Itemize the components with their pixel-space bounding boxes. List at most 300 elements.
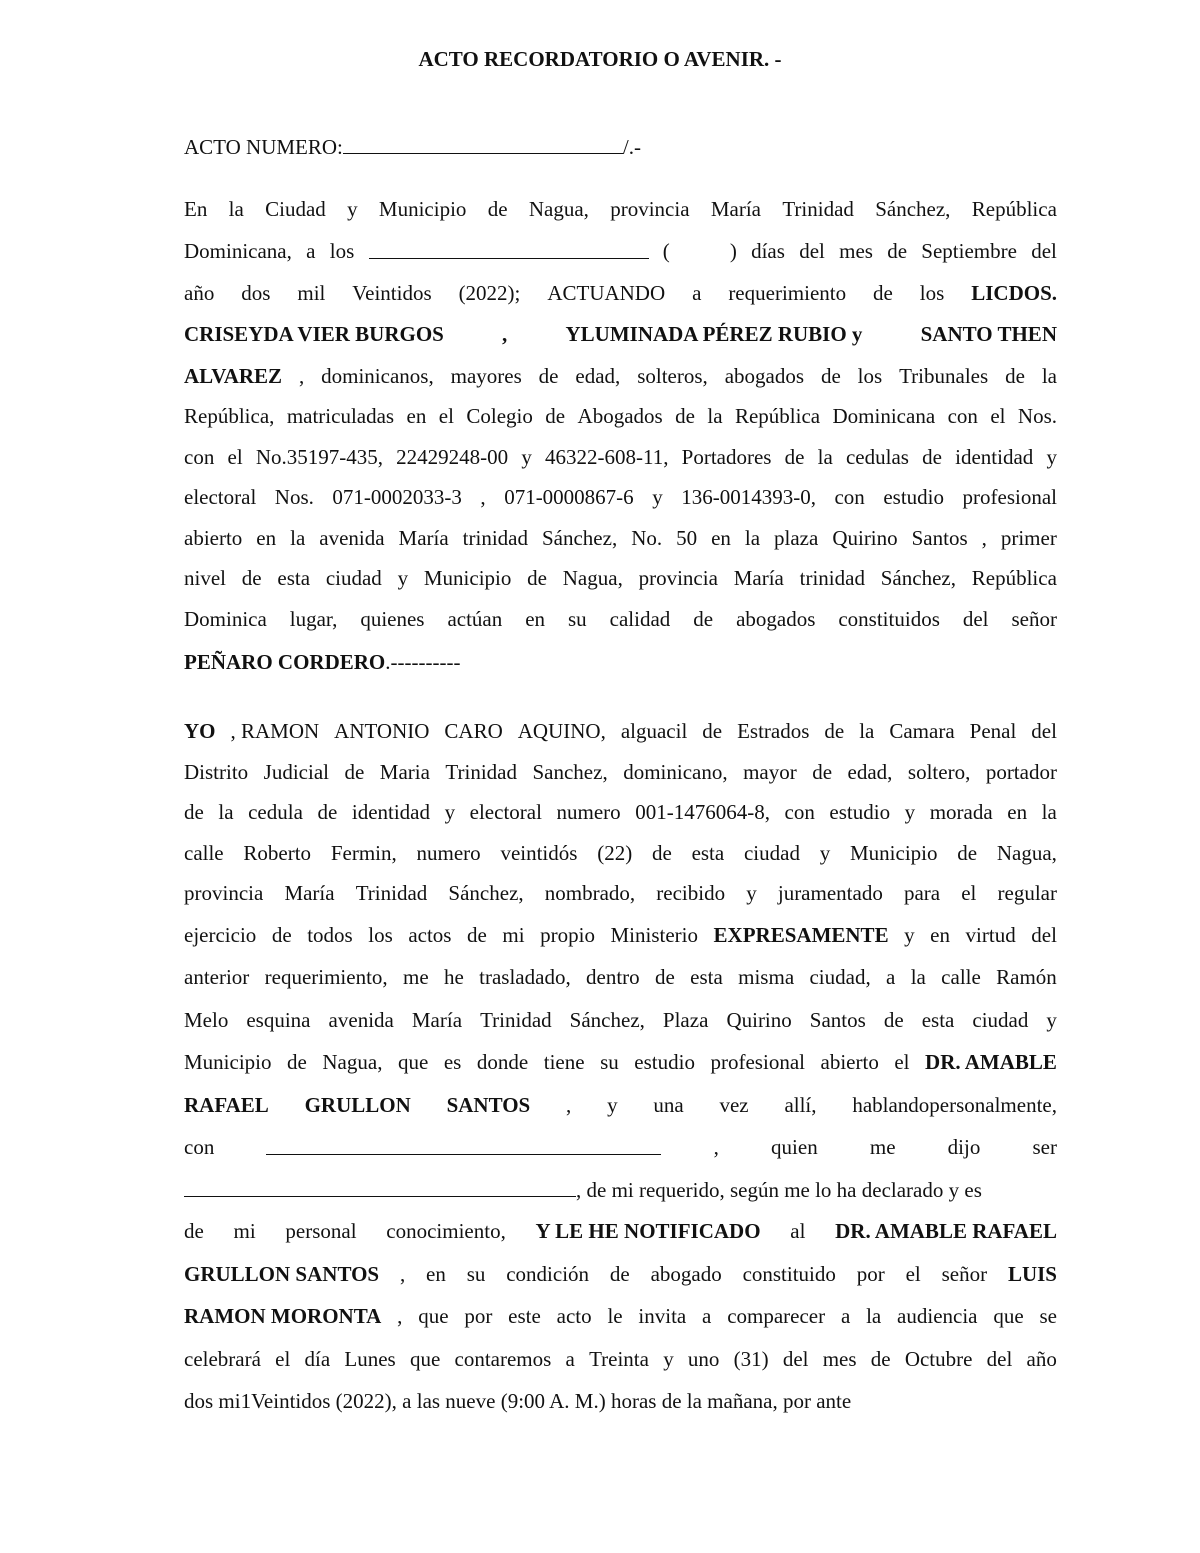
text-segment: contaremos <box>454 1347 552 1371</box>
text-segment: del <box>962 607 989 631</box>
text-segment: al <box>790 1219 806 1243</box>
text-segment: plaza <box>774 526 819 550</box>
text-segment: juramentado <box>777 881 883 905</box>
text-segment: Quirino <box>832 526 898 550</box>
text-segment: cedulas <box>845 445 909 469</box>
text-line <box>184 1132 1057 1162</box>
text-segment: el <box>961 881 977 905</box>
text-segment: Tribunales <box>899 364 989 388</box>
text-segment: que <box>993 1304 1024 1328</box>
text-line <box>184 1386 1057 1416</box>
text-segment: es <box>443 1050 462 1074</box>
text-segment: su <box>466 1262 486 1286</box>
text-segment: y <box>904 800 916 824</box>
text-segment: , <box>981 526 987 550</box>
text-segment: trinidad <box>462 526 528 550</box>
text-segment: solteros, <box>637 364 708 388</box>
text-segment: Quirino <box>726 1008 792 1032</box>
text-segment: Nagua, <box>528 197 589 221</box>
text-segment: de <box>538 364 559 388</box>
text-segment: la <box>910 965 926 989</box>
text-segment: portador <box>985 760 1057 784</box>
text-segment: trasladado, <box>479 965 571 989</box>
text-line <box>184 563 1057 593</box>
text-segment: Dominica <box>184 607 267 631</box>
text-segment: por <box>856 1262 885 1286</box>
text-segment: calidad <box>609 607 671 631</box>
text-segment: ( <box>662 239 670 263</box>
text-segment: estudio <box>883 485 944 509</box>
text-segment: 001-1476064-8, <box>635 800 770 824</box>
text-segment: mes <box>839 239 873 263</box>
text-segment: provincia <box>184 881 264 905</box>
text-segment: ACTO NUMERO: <box>184 135 343 159</box>
text-segment: /.- <box>622 135 641 159</box>
text-line <box>184 361 1057 391</box>
text-segment: de <box>887 239 908 263</box>
text-segment <box>184 1090 269 1120</box>
text-segment: Colegio <box>466 404 533 428</box>
text-segment: electoral <box>469 800 542 824</box>
text-segment: estudio <box>829 800 891 824</box>
text-segment: los <box>919 281 945 305</box>
fill-in-blank <box>343 131 623 154</box>
bold-text: PEÑARO CORDERO <box>184 650 386 674</box>
text-segment: No.35197-435, <box>255 445 383 469</box>
text-segment: de <box>1005 364 1025 388</box>
text-segment: actúan <box>447 607 503 631</box>
text-segment: en <box>711 526 731 550</box>
text-segment: personal <box>285 1219 357 1243</box>
text-line <box>184 716 1057 746</box>
text-segment: la <box>866 1304 882 1328</box>
text-segment: , de mi requerido, según me lo ha declarado y es <box>576 1178 982 1202</box>
text-segment: Melo <box>184 1008 229 1032</box>
text-segment: Nos. <box>1017 404 1057 428</box>
text-segment: y <box>347 197 358 221</box>
text-segment: No. <box>631 526 663 550</box>
text-segment: y <box>521 445 532 469</box>
text-segment <box>1008 1259 1057 1289</box>
text-segment: de <box>702 719 723 743</box>
text-segment: hablandopersonalmente, <box>852 1093 1057 1117</box>
text-segment: allí, <box>784 1093 817 1117</box>
text-segment: de <box>693 607 714 631</box>
text-segment: su <box>568 607 587 631</box>
text-segment: mes <box>822 1347 857 1371</box>
text-segment: requerimiento <box>728 281 847 305</box>
text-segment: edad, <box>575 364 621 388</box>
text-segment: quienes <box>360 607 425 631</box>
text-segment: dijo <box>947 1135 981 1159</box>
text-segment: con <box>184 1135 215 1159</box>
text-segment: República <box>971 197 1057 221</box>
text-segment: los <box>857 364 883 388</box>
text-segment: se <box>1039 1304 1057 1328</box>
text-segment: María <box>710 197 762 221</box>
text-segment: María <box>284 881 335 905</box>
text-line <box>184 319 1057 349</box>
text-line <box>184 757 1057 787</box>
text-segment: ciudad <box>325 566 382 590</box>
text-segment: de <box>651 841 672 865</box>
text-segment: abierto <box>184 526 243 550</box>
text-segment: mayor <box>743 760 797 784</box>
bold-text: YO <box>184 719 216 743</box>
text-segment: acto <box>556 1304 592 1328</box>
text-segment: de <box>784 445 805 469</box>
text-segment: y <box>663 1347 674 1371</box>
text-segment: de <box>873 281 893 305</box>
text-segment: Veintidos <box>352 281 432 305</box>
text-segment: María <box>411 1008 463 1032</box>
text-segment: Santos <box>809 1008 866 1032</box>
text-segment: el <box>227 445 243 469</box>
text-segment: abogados <box>724 364 805 388</box>
bold-text: YLUMINADA PÉREZ RUBIO y <box>565 322 863 346</box>
text-segment: señor <box>1011 607 1057 631</box>
bold-text: GRULLON SANTOS <box>184 1262 380 1286</box>
text-line <box>184 131 1057 161</box>
text-segment: la <box>1041 800 1057 824</box>
text-line <box>184 1174 1057 1204</box>
text-segment: señor <box>941 1262 988 1286</box>
text-line <box>184 797 1057 827</box>
text-segment: dos mi1Veintidos (2022), a las nueve (9:00 A. M.) horas de la mañana, por ante <box>184 1389 852 1413</box>
text-segment: actos <box>408 923 452 947</box>
text-segment <box>184 1259 379 1289</box>
text-segment: de <box>487 197 508 221</box>
text-segment: que <box>409 1347 441 1371</box>
text-segment: de <box>344 760 365 784</box>
text-segment: esquina <box>246 1008 311 1032</box>
text-segment: y <box>444 800 456 824</box>
bold-text: DR. AMABLE RAFAEL <box>835 1219 1057 1243</box>
text-segment: ser <box>1032 1135 1057 1159</box>
text-segment <box>184 1301 381 1331</box>
text-segment: de <box>287 1050 307 1074</box>
text-segment: Ramón <box>996 965 1057 989</box>
text-segment: numero <box>416 841 481 865</box>
text-segment <box>305 1090 411 1120</box>
text-segment: con <box>784 800 815 824</box>
text-segment: de <box>883 1008 904 1032</box>
text-segment: del <box>1031 923 1057 947</box>
text-segment: mayores <box>450 364 522 388</box>
text-segment: Fermin, <box>330 841 397 865</box>
text-segment: constituido <box>742 1262 836 1286</box>
text-segment: 50 <box>676 526 698 550</box>
text-segment: quien <box>771 1135 818 1159</box>
text-segment: Santos <box>911 526 968 550</box>
text-segment: de <box>545 404 566 428</box>
text-segment: regular <box>997 881 1057 905</box>
text-segment: República <box>971 566 1057 590</box>
text-segment: de <box>957 841 978 865</box>
text-segment: la <box>817 445 833 469</box>
text-segment: mi <box>502 923 525 947</box>
text-segment: de <box>271 923 292 947</box>
text-line <box>184 838 1057 868</box>
text-segment: he <box>443 965 464 989</box>
text-line <box>184 278 1057 308</box>
text-segment: conocimiento, <box>386 1219 506 1243</box>
text-segment: estudio <box>634 1050 695 1074</box>
text-segment: República, <box>184 404 275 428</box>
text-segment: a <box>886 965 896 989</box>
text-segment: los <box>329 239 355 263</box>
text-segment: Sánchez, <box>875 197 951 221</box>
text-segment: anterior <box>184 965 250 989</box>
text-segment: del <box>799 239 825 263</box>
text-segment: Camara <box>889 719 955 743</box>
text-segment: virtud <box>965 923 1016 947</box>
text-segment: le <box>607 1304 623 1328</box>
text-segment: Municipio <box>184 1050 272 1074</box>
text-segment: su <box>600 1050 619 1074</box>
text-segment: CARO <box>444 719 503 743</box>
bold-text: EXPRESAMENTE <box>713 923 889 947</box>
text-segment: 22429248-00 <box>396 445 509 469</box>
text-segment: matriculadas <box>286 404 395 428</box>
text-line <box>184 1344 1057 1374</box>
text-segment: 136-0014393-0, <box>681 485 816 509</box>
text-segment: en <box>930 923 950 947</box>
text-segment: Octubre <box>904 1347 973 1371</box>
text-segment: , RAMON <box>230 719 320 743</box>
text-segment: María <box>733 566 784 590</box>
text-segment: de <box>870 1347 891 1371</box>
text-segment: y <box>397 566 409 590</box>
text-segment: abierto <box>820 1050 879 1074</box>
text-segment: me <box>403 965 429 989</box>
text-segment: identidad <box>955 445 1034 469</box>
fill-in-blank <box>369 236 649 259</box>
text-segment <box>184 716 216 746</box>
text-segment: 46322-608-11, <box>545 445 669 469</box>
text-segment: de <box>922 445 942 469</box>
text-segment <box>447 1090 531 1120</box>
text-segment: Trinidad <box>480 1008 552 1032</box>
text-segment: 071-0002033-3 <box>332 485 462 509</box>
text-segment: Estrados <box>737 719 810 743</box>
text-segment: y <box>746 881 757 905</box>
text-segment: de <box>241 566 262 590</box>
text-segment: condición <box>506 1262 590 1286</box>
text-segment: año <box>1026 1347 1057 1371</box>
text-segment: Trinidad <box>445 760 517 784</box>
bold-text: Y LE HE NOTIFICADO <box>535 1219 761 1243</box>
text-segment: lugar, <box>289 607 338 631</box>
text-segment: Nos. <box>274 485 314 509</box>
text-segment: Plaza <box>662 1008 709 1032</box>
text-segment: Trinidad <box>355 881 428 905</box>
bold-text: SANTOS <box>446 1093 531 1117</box>
text-segment: por <box>464 1304 493 1328</box>
text-segment: , <box>566 1093 572 1117</box>
text-segment: Treinta <box>589 1347 649 1371</box>
text-line <box>184 1090 1057 1120</box>
text-segment: misma <box>738 965 795 989</box>
document-title: ACTO RECORDATORIO O AVENIR. - <box>418 47 782 71</box>
bold-text: LICDOS. <box>971 281 1057 305</box>
text-segment: identidad <box>351 800 431 824</box>
text-segment <box>184 650 385 674</box>
text-segment: con <box>947 404 978 428</box>
text-segment: invita <box>638 1304 687 1328</box>
text-segment: dos <box>241 281 271 305</box>
text-segment: el <box>905 1262 921 1286</box>
text-segment: comparecer <box>727 1304 826 1328</box>
text-segment: dominicanos, <box>321 364 434 388</box>
text-segment: el <box>990 404 1006 428</box>
text-segment: en <box>1007 800 1028 824</box>
text-segment: requerimiento, <box>264 965 388 989</box>
text-segment: calle <box>184 841 224 865</box>
text-segment: en <box>256 526 277 550</box>
text-segment: AQUINO, <box>517 719 606 743</box>
text-line <box>184 236 1057 266</box>
text-segment: Roberto <box>243 841 312 865</box>
text-segment: con <box>834 485 865 509</box>
text-segment: ciudad <box>972 1008 1029 1032</box>
bold-text: SANTO THEN <box>920 322 1057 346</box>
text-segment: la <box>218 800 234 824</box>
text-segment: la <box>228 197 244 221</box>
text-segment: Sánchez, <box>880 566 956 590</box>
text-segment: la <box>1041 364 1057 388</box>
text-segment: esta <box>921 1008 955 1032</box>
text-segment: Nagua, <box>322 1050 383 1074</box>
text-segment: 071-0000867-6 <box>504 485 634 509</box>
text-segment: de <box>675 404 695 428</box>
text-segment: constituidos <box>838 607 940 631</box>
text-segment: día <box>304 1347 331 1371</box>
text-segment: profesional <box>962 485 1057 509</box>
text-segment: nivel <box>184 566 226 590</box>
text-segment: de <box>184 800 204 824</box>
text-segment: Judicial <box>263 760 329 784</box>
text-segment: ciudad <box>743 841 800 865</box>
text-segment: Dominicana, <box>184 239 292 263</box>
text-segment: morada <box>929 800 993 824</box>
text-segment: Trinidad <box>782 197 854 221</box>
text-line <box>184 401 1057 431</box>
text-segment <box>925 1047 1057 1077</box>
text-segment: celebrará <box>184 1347 261 1371</box>
text-line <box>184 194 1057 224</box>
text-line <box>184 1301 1057 1331</box>
text-segment: la <box>859 719 875 743</box>
text-segment: (31) <box>733 1347 769 1371</box>
text-segment: una <box>653 1093 684 1117</box>
text-segment: la <box>290 526 306 550</box>
text-segment: ejercicio <box>184 923 257 947</box>
text-segment: del <box>1031 719 1057 743</box>
text-segment: María <box>398 526 449 550</box>
text-line <box>184 482 1057 512</box>
text-segment: y <box>1046 1008 1057 1032</box>
text-segment: vez <box>719 1093 749 1117</box>
text-segment <box>971 278 1057 308</box>
text-segment: la <box>744 526 761 550</box>
text-segment: Ciudad <box>265 197 326 221</box>
bold-text: RAFAEL <box>184 1093 269 1117</box>
text-segment: todos <box>307 923 353 947</box>
text-segment: Lunes <box>344 1347 396 1371</box>
text-segment: Municipio <box>850 841 938 865</box>
text-segment: en <box>406 404 427 428</box>
text-segment: Municipio <box>423 566 512 590</box>
text-segment <box>502 319 507 349</box>
text-line <box>184 1005 1057 1035</box>
text-segment <box>684 236 716 266</box>
text-segment: a <box>692 281 702 305</box>
text-segment: , <box>480 485 486 509</box>
text-segment: Nagua, <box>996 841 1057 865</box>
text-segment: uno <box>687 1347 720 1371</box>
text-segment: esta <box>690 965 723 989</box>
text-segment: , <box>399 1262 406 1286</box>
text-segment: ACTUANDO <box>547 281 666 305</box>
text-line <box>184 920 1057 950</box>
text-segment: .---------- <box>385 650 461 674</box>
text-segment: de <box>655 965 675 989</box>
text-segment <box>536 1216 761 1246</box>
text-segment: propio <box>540 923 595 947</box>
text-segment <box>184 319 444 349</box>
text-segment: avenida <box>319 526 385 550</box>
text-segment: a <box>565 1347 575 1371</box>
bold-text: LUIS <box>1007 1262 1057 1286</box>
text-segment: trinidad <box>799 566 865 590</box>
text-segment <box>835 1216 1057 1246</box>
text-segment: de <box>609 1262 630 1286</box>
text-segment: y <box>607 1093 618 1117</box>
bold-text: , <box>502 322 508 346</box>
text-segment: Sánchez, <box>541 526 618 550</box>
text-segment: para <box>903 881 941 905</box>
text-segment: año <box>184 281 215 305</box>
text-segment: días <box>751 239 785 263</box>
text-segment: numero <box>556 800 621 824</box>
text-segment: calle <box>941 965 981 989</box>
text-segment: cedula <box>248 800 303 824</box>
text-line <box>184 1259 1057 1289</box>
text-segment: la <box>707 404 723 428</box>
text-line <box>184 1047 1057 1077</box>
text-line <box>184 1216 1057 1246</box>
text-segment: ANTONIO <box>334 719 430 743</box>
text-segment: y <box>1046 445 1057 469</box>
text-segment: Ministerio <box>610 923 698 947</box>
text-segment: Portadores <box>681 445 772 469</box>
text-segment: avenida <box>328 1008 394 1032</box>
text-segment: el <box>438 404 454 428</box>
text-segment <box>565 319 862 349</box>
text-segment: (22) <box>597 841 633 865</box>
bold-text: ALVAREZ <box>184 364 283 388</box>
text-segment: profesional <box>710 1050 805 1074</box>
text-segment: que <box>418 1304 449 1328</box>
text-segment: provincia <box>610 197 690 221</box>
text-line <box>184 647 1057 677</box>
text-segment: , <box>713 1135 719 1159</box>
text-segment <box>184 361 282 391</box>
text-segment: República <box>734 404 821 428</box>
text-segment: del <box>986 1347 1013 1371</box>
text-segment: abogados <box>736 607 816 631</box>
